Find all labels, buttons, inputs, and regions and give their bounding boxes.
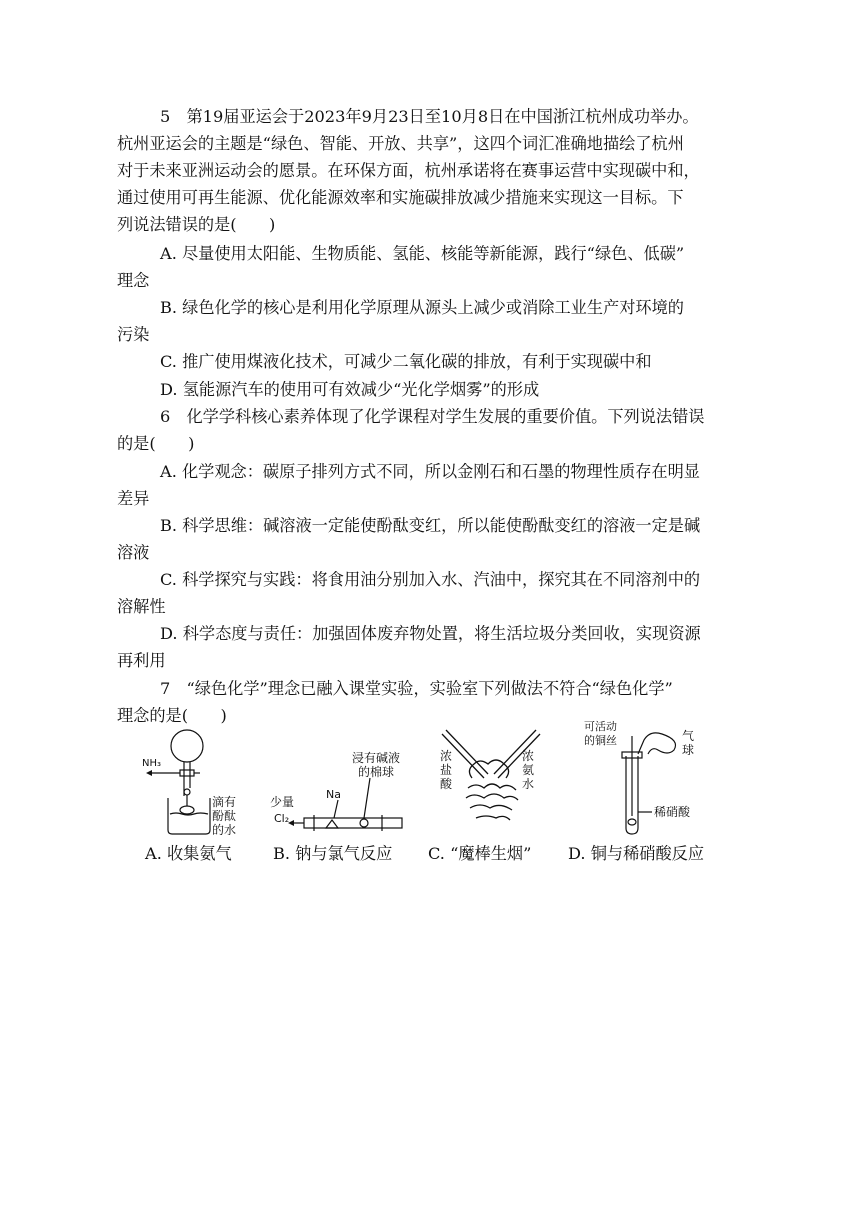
- q6-line-1: 6 化学学科核心素养体现了化学课程对学生发展的重要价值。下列说法错误: [160, 407, 705, 426]
- figure-c-label-6: 水: [522, 777, 535, 791]
- q5-line-3: 对于未来亚洲运动会的愿景。在环保方面，杭州承诺将在赛事运营中实现碳中和，: [117, 161, 700, 180]
- q6-option-c-cont: 溶解性: [117, 597, 166, 616]
- figure-a-label-1: 滴有: [212, 795, 237, 809]
- figure-d-label-5: 稀硝酸: [654, 805, 691, 819]
- figure-d-drawing: [582, 716, 702, 838]
- caption-c: C. “魔棒生烟”: [428, 844, 532, 863]
- figure-c-label-5: 氨: [522, 763, 535, 777]
- q5-line-4: 通过使用可再生能源、优化能源效率和实施碳排放减少措施来实现这一目标。下: [117, 188, 684, 207]
- figure-a-label-2: 酚酞: [212, 809, 237, 823]
- figure-c-magic-smoke: [436, 726, 546, 842]
- figure-d-label-2: 的铜丝: [584, 734, 617, 747]
- q5-option-b-cont: 污染: [117, 325, 150, 344]
- caption-b: B. 钠与氯气反应: [273, 844, 393, 863]
- figure-d-copper-nitric-acid: [582, 716, 702, 842]
- figure-b-cl2-label: Cl₂: [274, 812, 290, 825]
- figure-c-drawing: [436, 726, 546, 838]
- q6-option-c: C. 科学探究与实践：将食用油分别加入水、汽油中，探究其在不同溶剂中的: [160, 570, 701, 589]
- figure-c-label-2: 盐: [440, 763, 453, 777]
- q5-option-a-cont: 理念: [117, 271, 150, 290]
- figure-b-drawing: [268, 726, 408, 838]
- q6-option-d: D. 科学态度与责任：加强固体废弃物处置，将生活垃圾分类回收，实现资源: [160, 624, 701, 643]
- q7-line-1: 7 “绿色化学”理念已融入课堂实验，实验室下列做法不符合“绿色化学”: [160, 679, 673, 698]
- figure-b-sodium-chlorine: [268, 726, 408, 842]
- q6-option-d-cont: 再利用: [117, 651, 166, 670]
- q5-option-a: A. 尽量使用太阳能、生物质能、氢能、核能等新能源，践行“绿色、低碳”: [160, 244, 685, 263]
- figure-a-nh3-label: NH₃: [142, 758, 162, 769]
- caption-d: D. 铜与稀硝酸反应: [568, 844, 705, 863]
- q5-line-1: 5 第19届亚运会于2023年9月23日至10月8日在中国浙江杭州成功举办。: [160, 107, 699, 126]
- figure-a-ammonia-collection: [140, 726, 250, 842]
- figure-a-label-3: 的水: [212, 823, 237, 837]
- q6-line-2: 的是( ): [117, 434, 195, 453]
- figure-d-label-1: 可活动: [584, 720, 617, 733]
- q6-option-a: A. 化学观念：碳原子排列方式不同，所以金刚石和石墨的物理性质存在明显: [160, 462, 700, 481]
- figure-a-drawing: [140, 726, 250, 838]
- figure-b-label-small: 少量: [270, 795, 295, 809]
- q6-option-b: B. 科学思维：碱溶液一定能使酚酞变红，所以能使酚酞变红的溶液一定是碱: [160, 516, 701, 535]
- figure-b-label-1: 浸有碱液: [352, 751, 401, 765]
- figure-d-label-3: 气: [682, 729, 695, 743]
- q6-option-b-cont: 溶液: [117, 543, 150, 562]
- figure-c-label-3: 酸: [440, 777, 453, 791]
- figure-c-label-1: 浓: [440, 749, 453, 763]
- figure-b-na-label: Na: [326, 788, 341, 801]
- caption-a: A. 收集氨气: [145, 844, 232, 863]
- q5-option-d: D. 氢能源汽车的使用可有效减少“光化学烟雾”的形成: [160, 380, 540, 399]
- q5-line-2: 杭州亚运会的主题是“绿色、智能、开放、共享”，这四个词汇准确地描绘了杭州: [117, 134, 684, 153]
- q7-line-2: 理念的是( ): [117, 706, 227, 725]
- q6-option-a-cont: 差异: [117, 489, 150, 508]
- figure-b-label-2: 的棉球: [358, 765, 395, 779]
- figure-c-label-4: 浓: [522, 749, 535, 763]
- q5-line-5: 列说法错误的是( ): [117, 215, 276, 234]
- q5-option-b: B. 绿色化学的核心是利用化学原理从源头上减少或消除工业生产对环境的: [160, 298, 684, 317]
- q5-option-c: C. 推广使用煤液化技术，可减少二氧化碳的排放，有利于实现碳中和: [160, 352, 652, 371]
- figure-d-label-4: 球: [682, 743, 695, 757]
